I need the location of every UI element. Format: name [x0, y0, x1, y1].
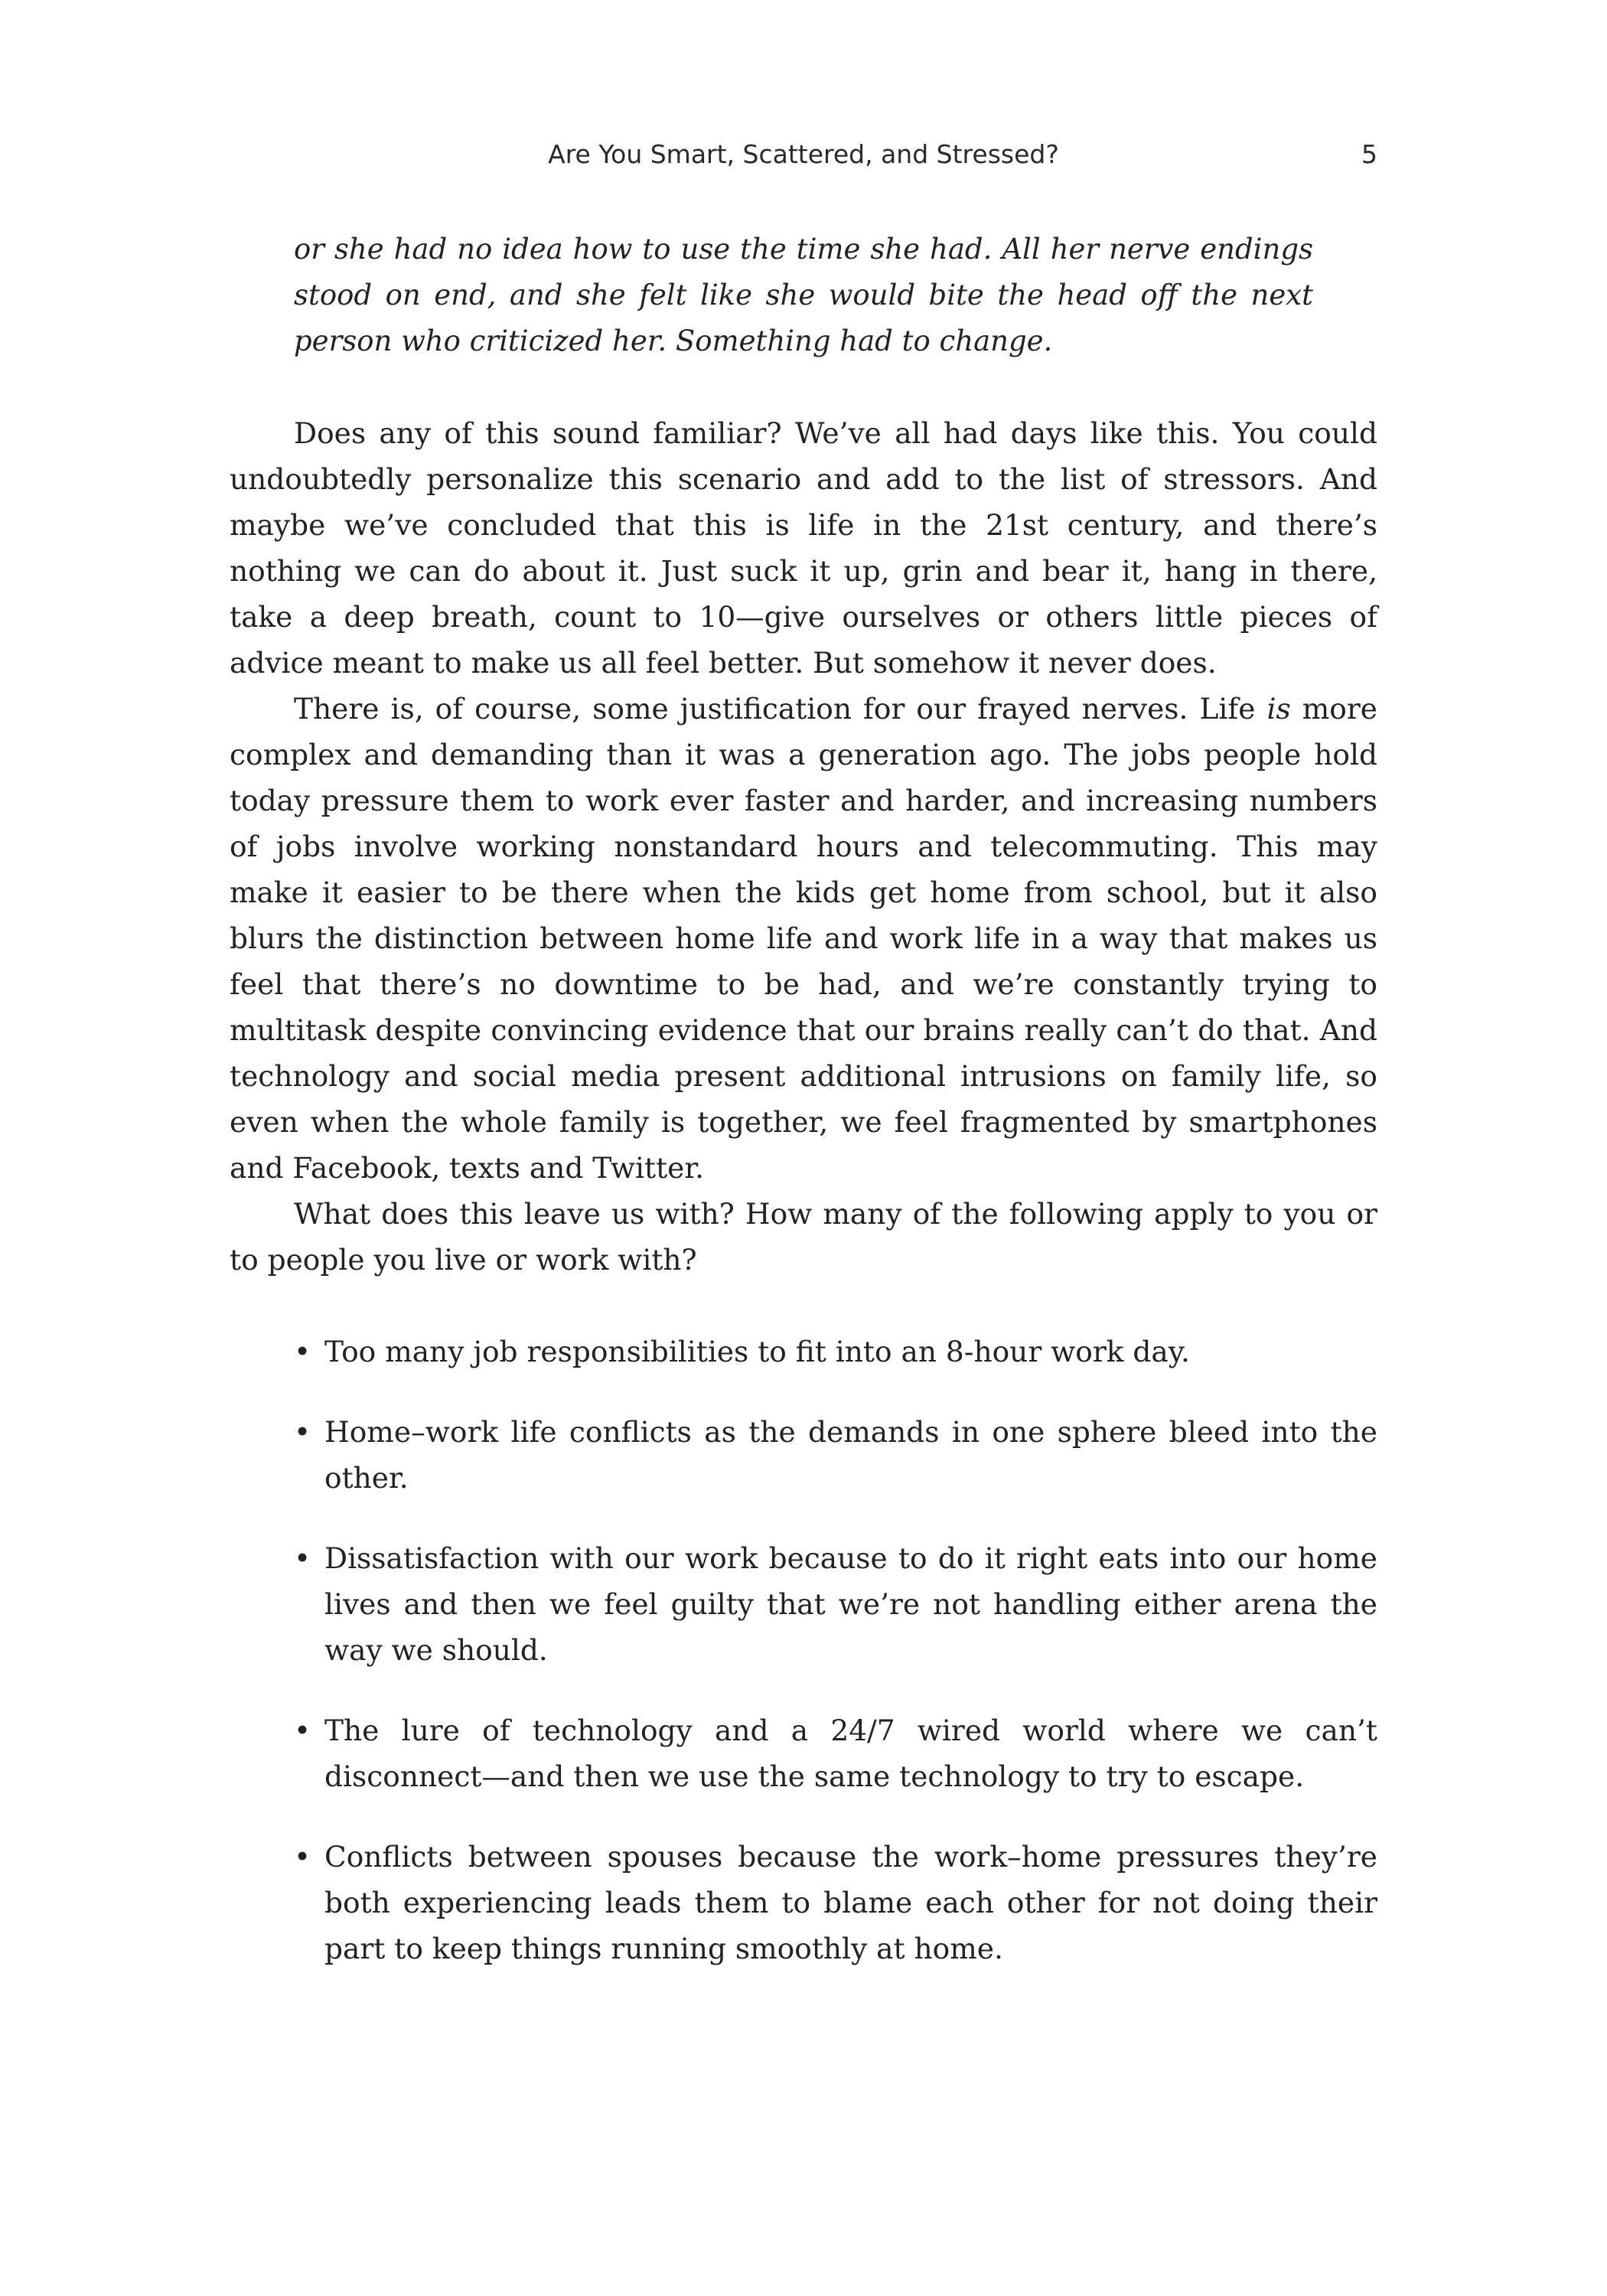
stressor-list [230, 1329, 1377, 1971]
running-header [230, 136, 1377, 173]
list-item-text: The lure of technology and a 24/7 wired world where we can’t disconnect—and then we use the same technology to try to escape. [324, 1714, 1377, 1793]
list-item [230, 1329, 1377, 1375]
list-item-text: Home–work life conflicts as the demands in one sphere bleed into the other. [324, 1415, 1377, 1495]
list-item [230, 1409, 1377, 1501]
bullet-icon: • [294, 1415, 311, 1449]
paragraph-2-rest: more complex and demanding than it was a generation ago. The jobs people hold today pressure them to work ever faster and harder, and increasing numbers of jobs involve working nonstandard hours and telecommuting. This may make it easier to be there when the kids get home from school, but it also blurs the distinction between home life and work life in a way that makes us feel that there’s no downtime to be had, and we’re constantly trying to multitask despite convincing evidence that our brains really can’t do that. And technology and social media present additional intrusions on family life, so even when the whole family is together, we feel fragmented by smartphones and Facebook, texts and Twitter. [230, 692, 1377, 1185]
page-number: 5 [1361, 139, 1377, 169]
list-item [230, 1834, 1377, 1971]
list-item [230, 1707, 1377, 1799]
paragraph-3: What does this leave us with? How many of the following apply to you or to people you live or work with? [230, 1197, 1377, 1277]
paragraph-2-start: There is, of course, some justification for our frayed nerves. Life [294, 692, 1267, 726]
paragraph-1: Does any of this sound familiar? We’ve all had days like this. You could undoubtedly personalize this scenario and add to the list of stressors. And maybe we’ve concluded that this is life in the 21st century, and there’s nothing we can do about it. Just suck it up, grin and bear it, hang in there, take a deep breath, count to 10—give ourselves or others little pieces of advice meant to make us all feel better. But somehow it never does. [230, 416, 1377, 680]
list-item-text: Too many job responsibilities to fit into an 8-hour work day. [324, 1335, 1190, 1368]
bullet-icon: • [294, 1840, 311, 1874]
italic-passage: or she had no idea how to use the time she had. All her nerve endings stood on end, and she felt like she would bite the head off the next person who criticized her. Something had to change. [294, 233, 1313, 357]
bullet-icon: • [294, 1714, 311, 1747]
page-header-title: Are You Smart, Scattered, and Stressed? [548, 139, 1059, 169]
list-item [230, 1535, 1377, 1673]
emphasis-is: is [1266, 692, 1291, 726]
bullet-icon: • [294, 1541, 311, 1575]
bullet-icon: • [294, 1335, 311, 1368]
list-item-text: Conflicts between spouses because the work–home pressures they’re both experiencing leads them to blame each other for not doing their part to keep things running smoothly at home. [324, 1840, 1377, 1965]
paragraph-2 [230, 686, 1377, 1191]
list-item-text: Dissatisfaction with our work because to do it right eats into our home lives and then we feel guilty that we’re not handling either arena the way we should. [324, 1541, 1377, 1667]
body-text [230, 227, 1377, 2006]
